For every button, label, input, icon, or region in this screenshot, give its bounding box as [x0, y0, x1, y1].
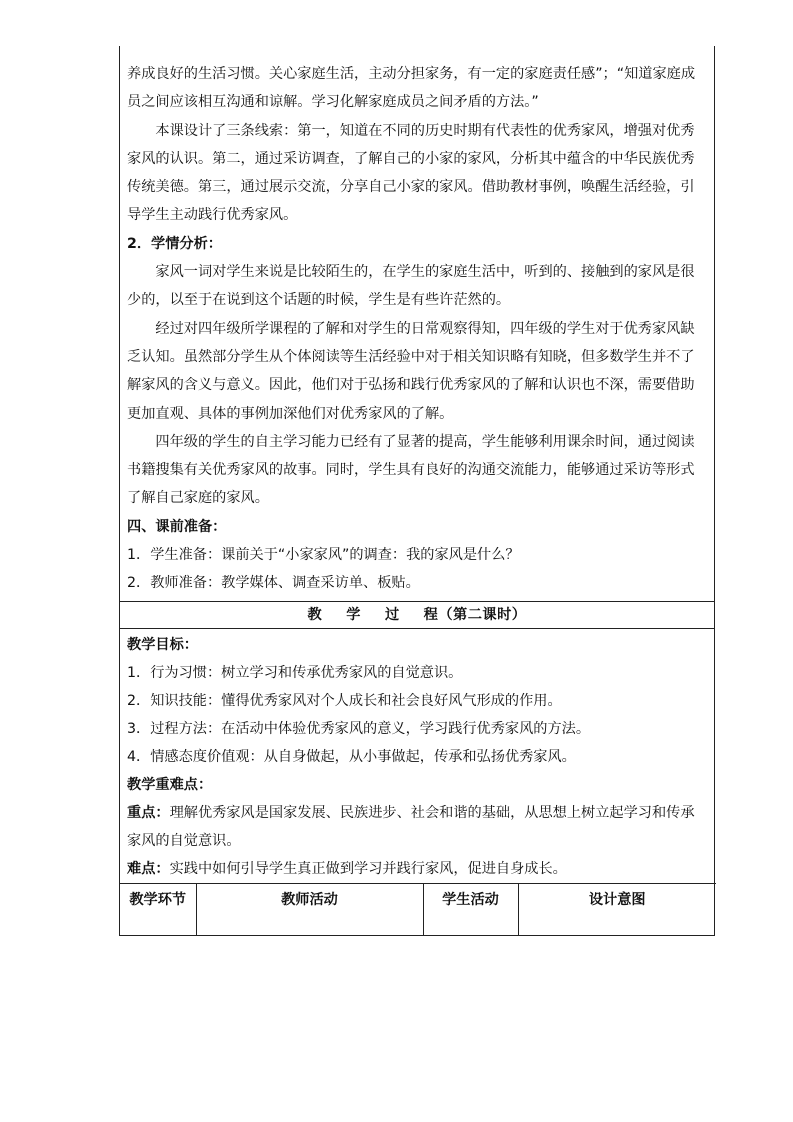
process-title-char: 学	[346, 606, 361, 623]
text-paragraph: 本课设计了三条线索：第一，知道在不同的历史时期有代表性的优秀家风，增强对优秀家风的认识。第二，通过采访调查，了解自己的小家的家风，分析其中蕴含的中华民族优秀传统美德。第三，通过展示交流，分享自己小家的家风。借助教材事例，唤醒生活经验，引导学生主动践行优秀家风。	[127, 122, 695, 224]
process-title-char: 过	[384, 606, 400, 623]
section-heading: 2．学情分析：	[127, 235, 222, 252]
text-paragraph: 经过对四年级所学课程的了解和对学生的日常观察得知，四年级的学生对于优秀家风缺乏认知。虽然部分学生从个体阅读等生活经验中对于相关知识略有知晓，但多数学生并不了解家风的含义与意义。因此，他们对于弘扬和践行优秀家风的了解和认识也不深，需要借助更加直观、具体的事例加深他们对优秀家风的了解。	[127, 320, 695, 422]
lesson-plan-page	[119, 46, 715, 936]
key-point	[127, 799, 707, 855]
difficult-label: 难点：	[127, 860, 170, 877]
process-title-char: 程（第二课时）	[423, 606, 527, 623]
goal-item: 1．行为习惯：树立学习和传承优秀家风的自觉意识。	[127, 664, 463, 681]
process-title	[120, 601, 714, 628]
goal-item: 3．过程方法：在活动中体验优秀家风的意义，学习践行优秀家风的方法。	[127, 720, 591, 737]
list-item: 2．教师准备：教学媒体、调查采访单、板贴。	[127, 575, 420, 592]
goal-item: 4．情感态度价值观：从自身做起，从小事做起，传承和弘扬优秀家风。	[127, 748, 576, 765]
goals-section	[120, 628, 714, 883]
text-paragraph: 四年级的学生的自主学习能力已经有了显著的提高，学生能够利用课余时间，通过阅读书籍搜集有关优秀家风的故事。同时，学生具有良好的沟通交流能力，能够通过采访等形式了解自己家庭的家风。	[127, 433, 695, 507]
header-design-intent: 设计意图	[588, 891, 646, 908]
goal-item: 2．知识技能：懂得优秀家风对个人成长和社会良好风气形成的作用。	[127, 692, 562, 709]
key-text: 理解优秀家风是国家发展、民族进步、社会和谐的基础，从思想上树立起学习和传承家风的自觉意识。	[127, 804, 695, 849]
header-teaching-stage: 教学环节	[120, 883, 196, 935]
table-header-row	[120, 883, 716, 935]
lesson-plan-table	[119, 46, 715, 936]
difficult-point	[127, 855, 707, 883]
goals-heading: 教学目标：	[127, 636, 198, 653]
analysis-section	[120, 46, 714, 601]
keypoints-heading: 教学重难点：	[127, 776, 213, 793]
header-teacher-activity: 教师活动	[196, 883, 423, 935]
text-paragraph: 养成良好的生活习惯。关心家庭生活，主动分担家务，有一定的家庭责任感”；“知道家庭成员之间应该相互沟通和谅解。学习化解家庭成员之间矛盾的方法。”	[127, 66, 696, 111]
difficult-text: 实践中如何引导学生真正做到学习并践行家风，促进自身成长。	[169, 860, 567, 877]
header-student-activity: 学生活动	[423, 883, 518, 935]
list-item: 1．学生准备：课前关于“小家家风”的调查：我的家风是什么？	[127, 547, 520, 564]
key-label: 重点：	[127, 804, 170, 821]
activity-table	[120, 883, 716, 935]
process-title-char: 教	[307, 606, 323, 623]
section-heading: 四、课前准备：	[127, 518, 227, 535]
text-paragraph: 家风一词对学生来说是比较陌生的，在学生的家庭生活中，听到的、接触到的家风是很少的，以至于在说到这个话题的时候，学生是有些许茫然的。	[127, 264, 695, 309]
